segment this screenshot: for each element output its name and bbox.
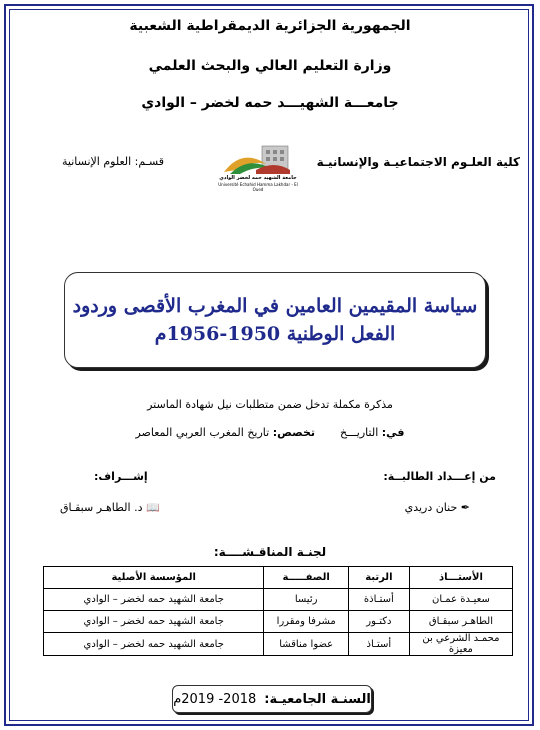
logo-text-fr: Université Echahid Hamma Lakhdar - El Oued — [218, 182, 298, 192]
department-name: قسـم: العلوم الإنسانية — [62, 155, 164, 168]
committee-cell-role: عضوا مناقشا — [264, 633, 348, 656]
thesis-title-line-1: سياسة المقيمين العامين في المغرب الأقصى وردود — [72, 295, 478, 317]
pen-icon: ✒ — [460, 501, 470, 514]
committee-header-professor: الأستـــاذ — [409, 567, 512, 589]
thesis-title-box — [64, 272, 486, 368]
supervision-label: إشـــراف: — [94, 470, 148, 483]
committee-cell-institution: جامعة الشهيد حمه لخضر – الوادي — [44, 611, 264, 633]
student-name: حنان دريدي — [404, 501, 458, 514]
university-heading: جامعـــة الشهيـــد حمه لخضر – الوادي — [141, 95, 399, 111]
student-name-row — [405, 501, 470, 514]
committee-cell-rank: دكتـور — [348, 611, 409, 633]
table-row — [44, 633, 513, 656]
prepared-by-label: من إعـــداد الطالبــة: — [383, 470, 496, 483]
committee-cell-professor: سعيـدة عمـان — [409, 589, 512, 611]
republic-heading: الجمهورية الجزائرية الديمقراطية الشعبية — [129, 18, 411, 34]
committee-table — [43, 566, 513, 656]
academic-year-box — [172, 685, 372, 713]
supervisor-name-row — [60, 501, 160, 514]
committee-cell-rank: أستـاذ — [348, 633, 409, 656]
memo-note: مذكرة مكملة تدخل ضمن متطلبات نيل شهادة الماستر — [147, 398, 393, 411]
committee-header-row — [44, 567, 513, 589]
faculty-name: كلية العلـوم الاجتماعيـة والإنسانيـة — [316, 155, 520, 169]
table-row — [44, 611, 513, 633]
committee-header-institution: المؤسسة الأصلية — [44, 567, 264, 589]
thesis-title-line-2: الفعل الوطنية 1950-1956م — [154, 323, 396, 345]
committee-cell-role: رئيسا — [264, 589, 348, 611]
committee-title: لجنـة المناقـشــــة: — [213, 545, 327, 559]
committee-cell-institution: جامعة الشهيد حمه لخضر – الوادي — [44, 589, 264, 611]
book-icon: 📖 — [145, 501, 160, 514]
committee-cell-institution: جامعة الشهيد حمه لخضر – الوادي — [44, 633, 264, 656]
committee-cell-rank: أستـاذة — [348, 589, 409, 611]
field-spec-label: تخصص: — [272, 426, 316, 439]
logo-text-ar: جامعة الشهيد حمه لخضر الوادي — [219, 175, 297, 181]
committee-cell-role: مشرفا ومقررا — [264, 611, 348, 633]
field-in-label: في: — [381, 426, 405, 439]
committee-header-role: الصفـــــة — [264, 567, 348, 589]
supervisor-name: د. الطاهـر سبقـاق — [60, 501, 143, 514]
university-logo — [216, 142, 300, 190]
field-in-value: التاريـــخ — [340, 426, 379, 439]
field-spec-value: تاريخ المغرب العربي المعاصر — [135, 426, 270, 439]
table-row — [44, 589, 513, 611]
field-line — [0, 426, 540, 439]
academic-year-value: 2018- 2019م — [173, 691, 257, 707]
committee-cell-professor: محمـد الشرعي بن معيزة — [409, 633, 512, 656]
ministry-heading: وزارة التعليم العالي والبحث العلمي — [148, 58, 392, 74]
committee-cell-professor: الطاهـر سبقـاق — [409, 611, 512, 633]
committee-header-rank: الرتبة — [348, 567, 409, 589]
academic-year-label: السنـة الجامعيـة: — [264, 691, 371, 707]
